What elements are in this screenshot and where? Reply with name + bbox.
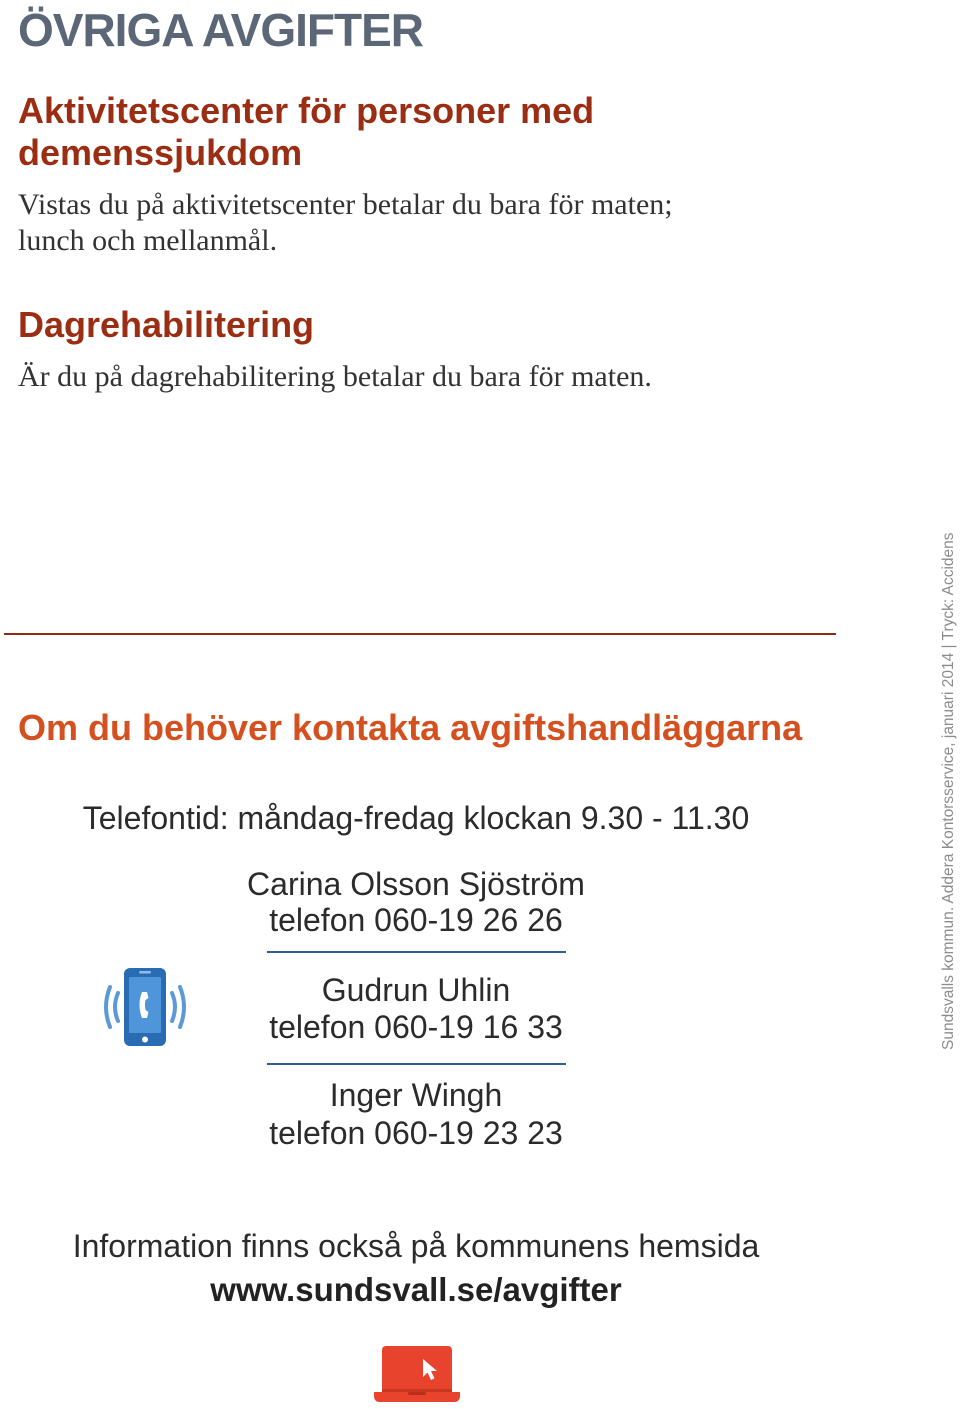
contact-phone: telefon 060-19 23 23 xyxy=(269,1115,563,1151)
website-link[interactable]: www.sundsvall.se/avgifter xyxy=(210,1271,622,1308)
section-divider-rule xyxy=(4,633,836,635)
phone-hours: Telefontid: måndag-fredag klockan 9.30 - 11.30 xyxy=(82,800,750,836)
contact-phone: telefon 060-19 26 26 xyxy=(269,902,563,938)
page-title: ÖVRIGA AVGIFTER xyxy=(18,4,423,56)
website-info-text: Information finns också på kommunens hemsida xyxy=(72,1228,760,1264)
contact-name: Carina Olsson Sjöström xyxy=(247,866,585,902)
contact-name: Inger Wingh xyxy=(329,1077,503,1113)
section-body: Är du på dagrehabilitering betalar du bara för maten. xyxy=(18,360,652,393)
contact-heading: Om du behöver kontakta avgiftshandläggarna xyxy=(18,707,803,748)
section-body-line: lunch och mellanmål. xyxy=(18,224,278,257)
section-heading-line: demenssjukdom xyxy=(18,132,303,173)
section-body-line: Vistas du på aktivitetscenter betalar du bara för maten; xyxy=(18,188,673,221)
contact-divider xyxy=(267,1063,566,1065)
section-heading-line: Aktivitetscenter för personer med xyxy=(18,90,595,131)
section-heading: Dagrehabilitering xyxy=(18,304,315,345)
imprint-text: Sundsvalls kommun. Addera Kontorsservice, januari 2014 | Tryck: Accidens xyxy=(940,532,957,1050)
contact-divider xyxy=(267,951,566,953)
mobile-phone-call-icon xyxy=(102,966,188,1048)
laptop-cursor-icon xyxy=(374,1344,460,1404)
contact-phone: telefon 060-19 16 33 xyxy=(269,1009,563,1045)
contact-name: Gudrun Uhlin xyxy=(321,972,511,1008)
